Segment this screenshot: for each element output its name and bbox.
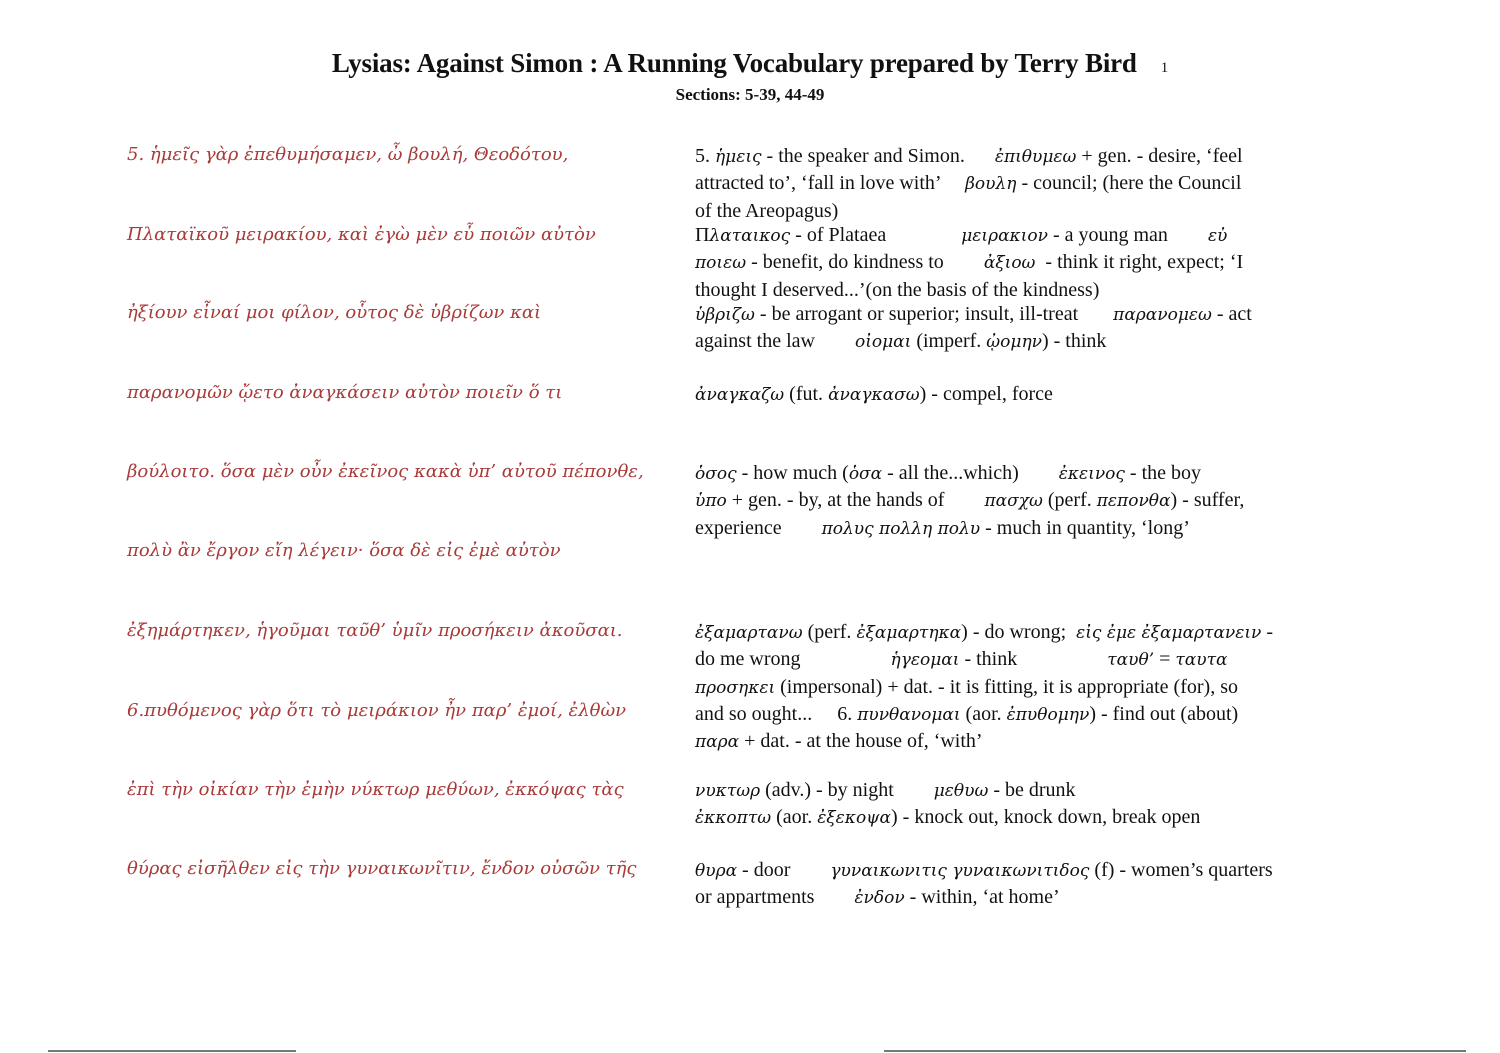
- greek-headword: νυκτωρ: [695, 781, 761, 801]
- gloss-text: Π: [695, 224, 710, 246]
- greek-headword: ἐνδον: [854, 888, 905, 909]
- vocab-entry: [695, 619, 1385, 755]
- vocab-entry: [695, 143, 1385, 224]
- title-text: Lysias: Against Simon : A Running Vocabulary prepared by Terry Bird: [331, 48, 1137, 78]
- greek-headword: ᾠομην: [986, 332, 1042, 353]
- gloss-text: - how much (: [736, 462, 849, 484]
- greek-line: πολὺ ἂν ἔργον εἴη λέγειν· ὅσα δὲ εἰς ἐμὲ αὐτὸν: [127, 540, 561, 561]
- gloss-text: attracted to’, ‘fall in love with’: [695, 172, 966, 195]
- gloss-text: (f) - women’s quarters: [1089, 859, 1273, 881]
- gloss-text: (aor.: [771, 806, 818, 829]
- vocab-entry: [695, 222, 1385, 303]
- greek-headword: ἐκεινος: [1058, 464, 1125, 484]
- gloss-text: (imperf.: [911, 330, 987, 353]
- greek-headword: εἰς ἐμε ἐξαμαρτανειν: [1076, 623, 1262, 643]
- greek-headword: ἀναγκαζω: [695, 385, 785, 405]
- gloss-text: - benefit, do kindness to: [746, 251, 984, 274]
- gloss-text: (perf.: [1042, 489, 1097, 512]
- greek-headword: ἐξαμαρτανω: [695, 623, 803, 643]
- vocab-line: [695, 619, 1385, 646]
- vocab-line: [695, 170, 1385, 197]
- vocab-line: [695, 249, 1385, 276]
- gloss-text: - all the...which): [882, 462, 1059, 484]
- vocab-entry: [695, 857, 1385, 912]
- gloss-text: - council; (here the Council: [1016, 172, 1242, 195]
- vocab-line: [695, 515, 1385, 542]
- greek-headword: ὁσος: [695, 464, 737, 484]
- vocab-entry: [695, 460, 1385, 542]
- vocab-line: [695, 222, 1385, 249]
- gloss-text: + gen. - by, at the hands of: [726, 489, 985, 512]
- gloss-text: - the boy: [1124, 462, 1202, 484]
- gloss-text: ) - suffer,: [1170, 489, 1245, 512]
- greek-headword: ταυτα: [1175, 650, 1228, 671]
- vocab-entry: [695, 301, 1385, 356]
- gloss-text: - think: [959, 648, 1108, 671]
- vocab-line: [695, 328, 1385, 355]
- greek-line: 5. ἡμεῖς γὰρ ἐπεθυμήσαμεν, ὦ βουλή, Θεοδότου,: [127, 144, 569, 165]
- greek-line: ἠξίουν εἶναί μοι φίλον, οὗτος δὲ ὑβρίζων καὶ: [127, 302, 542, 323]
- greek-headword: ἀναγκασω: [828, 385, 920, 405]
- gloss-text: ) - knock out, knock down, break open: [891, 806, 1201, 829]
- greek-headword: θυρα: [695, 861, 738, 881]
- gloss-text: 5.: [695, 145, 715, 167]
- greek-headword: εὐ: [1207, 226, 1228, 246]
- gloss-text: + gen. - desire, ‘feel: [1076, 145, 1243, 167]
- gloss-text: ) - do wrong;: [961, 621, 1077, 643]
- gloss-text: - a young man: [1047, 224, 1208, 246]
- gloss-text: - of Plataea: [790, 224, 962, 246]
- greek-headword: ἀξιοω: [983, 253, 1036, 274]
- greek-headword: ἡμεις: [715, 147, 762, 167]
- gloss-text: - door: [737, 859, 831, 881]
- gloss-text: - the speaker and Simon.: [761, 145, 995, 167]
- vocab-line: [695, 701, 1385, 728]
- greek-headword: ποιεω: [695, 253, 747, 274]
- greek-headword: πυνθανομαι: [857, 704, 961, 725]
- greek-headword: βουλη: [965, 174, 1017, 195]
- gloss-text: (impersonal) + dat. - it is fitting, it is appropriate (for), so: [775, 675, 1238, 698]
- greek-headword: ταυθ’: [1107, 650, 1155, 671]
- greek-headword: ἐκκοπτω: [695, 808, 772, 829]
- gloss-text: - much in quantity, ‘long’: [980, 516, 1190, 539]
- gloss-text: (perf.: [802, 621, 857, 643]
- greek-line: παρανομῶν ᾤετο ἀναγκάσειν αὐτὸν ποιεῖν ὅ τι: [127, 382, 563, 403]
- vocab-line: [695, 884, 1385, 911]
- greek-headword: ἐπυθομην: [1006, 704, 1090, 725]
- gloss-text: - be arrogant or superior; insult, ill-treat: [754, 303, 1114, 325]
- gloss-text: - within, ‘at home’: [904, 886, 1060, 909]
- document-title: [0, 48, 1500, 79]
- greek-headword: γυναικωνιτις γυναικωνιτιδος: [830, 861, 1090, 881]
- greek-headword: παρανομεω: [1113, 305, 1212, 325]
- gloss-text: experience: [695, 516, 822, 539]
- vocab-line: [695, 381, 1385, 408]
- greek-headword: οἰομαι: [854, 332, 912, 353]
- greek-headword: λαταικος: [709, 226, 791, 246]
- vocab-line: [695, 804, 1385, 831]
- greek-headword: ἡγεομαι: [890, 650, 960, 671]
- vocab-entry: [695, 777, 1385, 832]
- greek-headword: ἐξαμαρτηκα: [856, 623, 962, 643]
- greek-line: ἐπὶ τὴν οἰκίαν τὴν ἐμὴν νύκτωρ μεθύων, ἐκκόψας τὰς: [127, 779, 624, 800]
- gloss-text: =: [1154, 648, 1176, 671]
- footer-rule-left: [48, 1050, 296, 1052]
- greek-headword: ἐξεκοψα: [817, 808, 891, 829]
- gloss-text: (aor.: [960, 702, 1007, 725]
- greek-line: Πλαταϊκοῦ μειρακίου, καὶ ἐγὼ μὲν εὖ ποιῶν αὐτὸν: [127, 224, 596, 245]
- vocab-line: [695, 857, 1385, 884]
- greek-headword: μεθυω: [933, 781, 989, 801]
- gloss-text: - act: [1211, 303, 1252, 325]
- gloss-text: (adv.) - by night: [760, 779, 934, 801]
- greek-headword: μειρακιον: [961, 226, 1048, 246]
- vocab-line: [695, 301, 1385, 328]
- vocab-line: [695, 674, 1385, 701]
- gloss-text: ) - think: [1041, 330, 1107, 353]
- gloss-text: against the law: [695, 330, 855, 353]
- greek-headword: πασχω: [984, 491, 1043, 512]
- document-subtitle: Sections: 5-39, 44-49: [675, 85, 825, 104]
- vocab-line: [695, 487, 1385, 514]
- gloss-text: - think it right, expect; ‘I: [1035, 251, 1244, 274]
- page-number: 1: [1160, 60, 1169, 76]
- gloss-text: and so ought... 6.: [695, 702, 858, 725]
- gloss-text: thought I deserved...’(on the basis of the kindness): [695, 278, 1100, 301]
- greek-line: θύρας εἰσῆλθεν εἰς τὴν γυναικωνῖτιν, ἔνδον οὐσῶν τῆς: [127, 858, 637, 879]
- greek-line: βούλοιτο. ὅσα μὲν οὖν ἐκεῖνος κακὰ ὑπ’ αὐτοῦ πέπονθε,: [127, 461, 644, 482]
- greek-headword: προσηκει: [695, 677, 776, 698]
- footer-rule-right: [884, 1050, 1466, 1052]
- vocab-entry: [695, 381, 1385, 408]
- gloss-text: + dat. - at the house of, ‘with’: [739, 730, 983, 753]
- greek-headword: ὑπο: [695, 491, 727, 512]
- vocab-line: [695, 143, 1385, 170]
- vocab-line: [695, 198, 1385, 224]
- vocab-line: [695, 728, 1385, 755]
- vocab-line: [695, 777, 1385, 804]
- greek-headword: ὁσα: [848, 464, 883, 484]
- gloss-text: - be drunk: [988, 779, 1076, 801]
- greek-line: 6.πυθόμενος γὰρ ὅτι τὸ μειράκιον ἦν παρ’ ἐμοί, ἐλθὼν: [127, 700, 627, 721]
- gloss-text: ) - compel, force: [919, 383, 1053, 405]
- vocab-line: [695, 277, 1385, 303]
- gloss-text: (fut.: [784, 383, 829, 405]
- greek-headword: πολυς πολλη πολυ: [821, 518, 981, 539]
- greek-headword: ἐπιθυμεω: [994, 147, 1077, 167]
- gloss-text: or appartments: [695, 886, 855, 909]
- vocab-line: [695, 460, 1385, 487]
- gloss-text: do me wrong: [695, 648, 891, 671]
- gloss-text: of the Areopagus): [695, 199, 839, 222]
- greek-headword: ὑβριζω: [695, 305, 755, 325]
- greek-line: ἐξημάρτηκεν, ἡγοῦμαι ταῦθ’ ὑμῖν προσήκειν ἀκοῦσαι.: [127, 620, 623, 641]
- vocab-line: [695, 646, 1385, 673]
- greek-headword: παρα: [695, 732, 740, 753]
- greek-headword: πεπονθα: [1096, 491, 1171, 512]
- gloss-text: -: [1261, 621, 1274, 643]
- gloss-text: ) - find out (about): [1089, 702, 1239, 725]
